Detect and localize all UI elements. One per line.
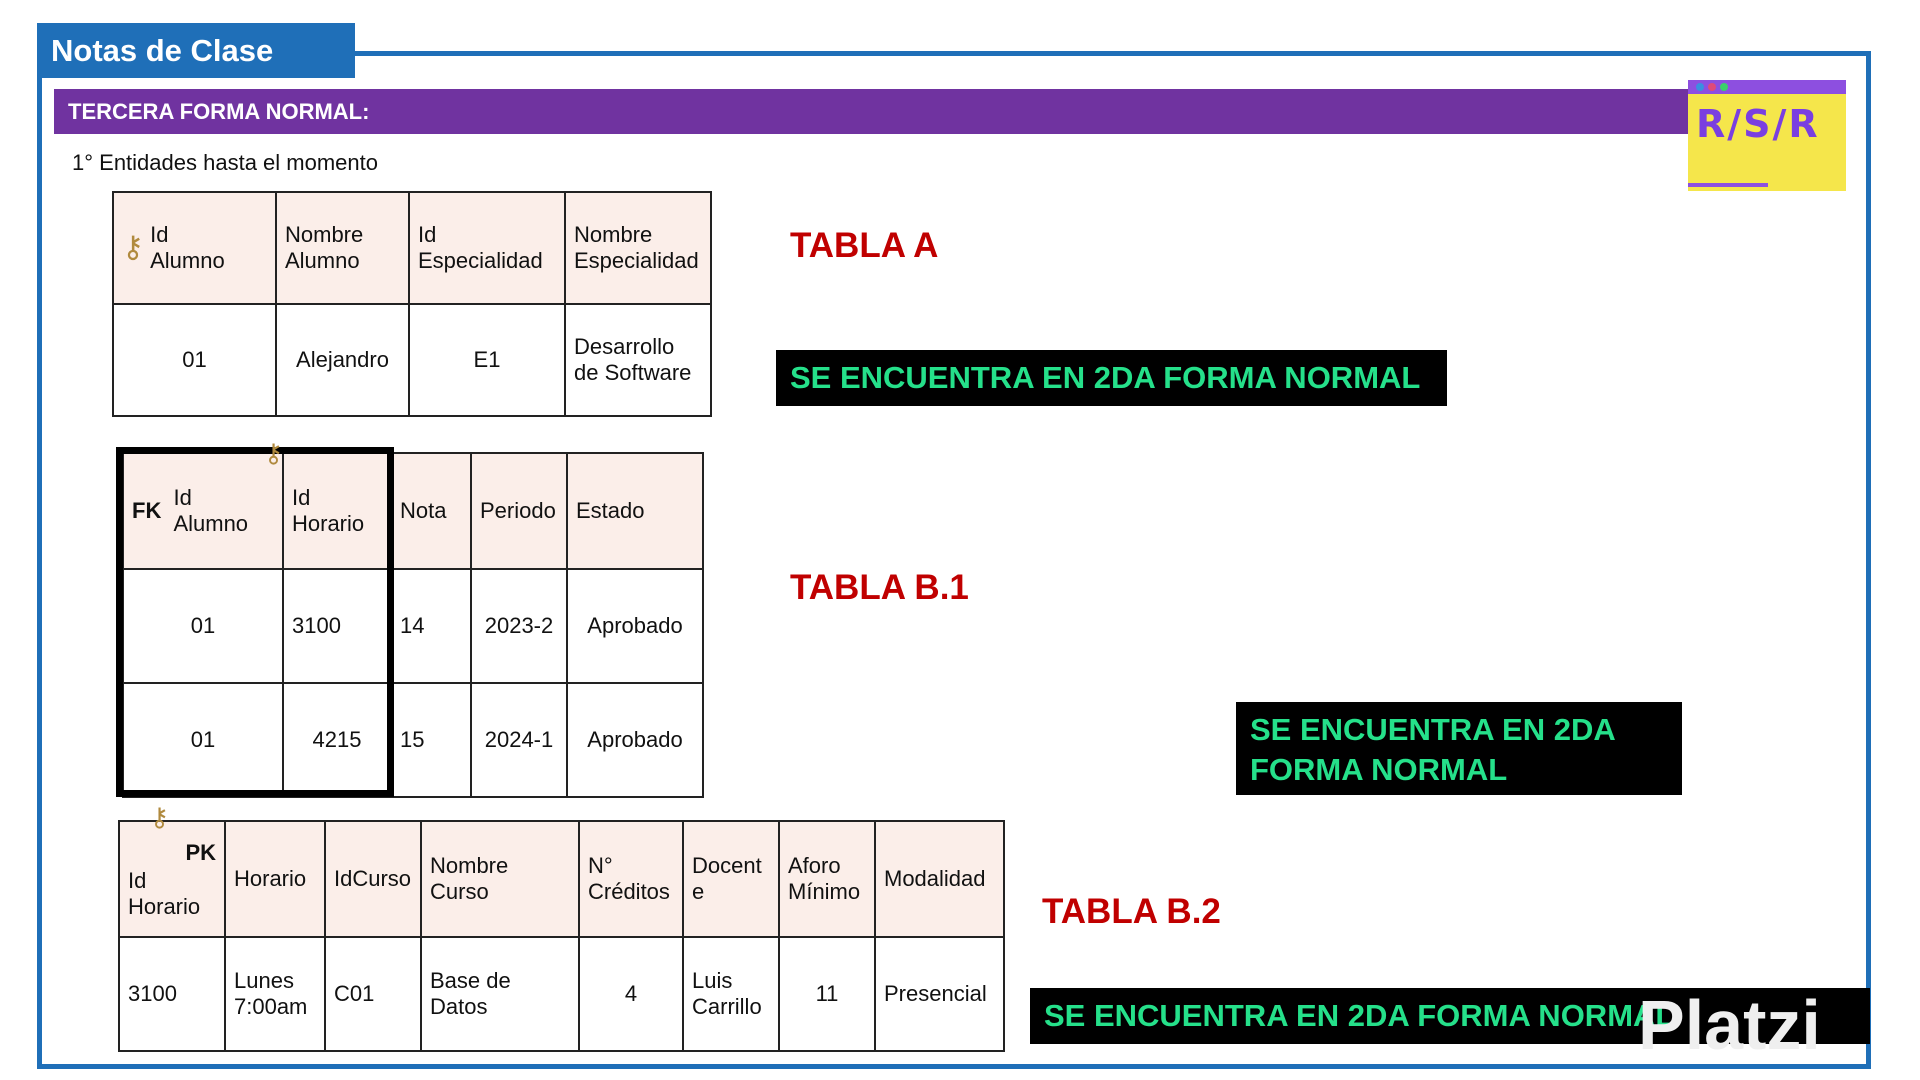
table-row xyxy=(119,937,1004,1051)
table-b2-status: SE ENCUENTRA EN 2DA FORMA NORMAL xyxy=(1030,988,1870,1044)
table-b1-label: TABLA B.1 xyxy=(790,568,969,607)
table-row xyxy=(113,304,711,416)
column-header xyxy=(113,192,276,304)
table-b2-label: TABLA B.2 xyxy=(1042,892,1221,931)
table-header-row xyxy=(119,821,1004,937)
table-cell: 3100 xyxy=(283,569,391,683)
table-cell: 4 xyxy=(579,937,683,1051)
column-header: Periodo xyxy=(471,453,567,569)
table-header-row xyxy=(113,192,711,304)
column-header: Id Horario xyxy=(283,453,391,569)
table-cell: 4215 xyxy=(283,683,391,797)
logo-underline xyxy=(1688,183,1768,187)
column-header xyxy=(123,453,283,569)
key-icon: ⚷ xyxy=(264,438,284,468)
fk-label: FK xyxy=(132,497,162,523)
column-header: Aforo Mínimo xyxy=(779,821,875,937)
key-icon: ⚷ xyxy=(150,802,170,832)
column-header: N° Créditos xyxy=(579,821,683,937)
table-a-status: SE ENCUENTRA EN 2DA FORMA NORMAL xyxy=(776,350,1447,406)
column-header: Horario xyxy=(225,821,325,937)
table-cell: Luis Carrillo xyxy=(683,937,779,1051)
table-cell: 14 xyxy=(391,569,471,683)
table-row xyxy=(123,569,703,683)
table-cell: 01 xyxy=(123,683,283,797)
column-header-label: Id Horario xyxy=(128,867,201,919)
column-header: Nombre Curso xyxy=(421,821,579,937)
table-a-label: TABLA A xyxy=(790,226,939,265)
table-cell: Lunes 7:00am xyxy=(225,937,325,1051)
table-a xyxy=(112,191,712,417)
table-cell: Aprobado xyxy=(567,683,703,797)
table-cell: Alejandro xyxy=(276,304,409,416)
logo-dot xyxy=(1720,83,1728,91)
table-cell: 3100 xyxy=(119,937,225,1051)
table-cell: Presencial xyxy=(875,937,1004,1051)
column-header-label: Id Alumno xyxy=(150,221,225,273)
column-header: Docente xyxy=(683,821,779,937)
column-header: Nota xyxy=(391,453,471,569)
subtitle: 1° Entidades hasta el momento xyxy=(72,150,378,175)
key-icon: ⚷ xyxy=(122,231,144,264)
table-cell: Desarrollo de Software xyxy=(565,304,711,416)
platzi-watermark: Platzi xyxy=(1638,986,1821,1064)
table-cell: 2023-2 xyxy=(471,569,567,683)
column-header: Id Especialidad xyxy=(409,192,565,304)
table-cell: 15 xyxy=(391,683,471,797)
table-cell: C01 xyxy=(325,937,421,1051)
table-row xyxy=(123,683,703,797)
table-cell: E1 xyxy=(409,304,565,416)
table-cell: Aprobado xyxy=(567,569,703,683)
column-header: Modalidad xyxy=(875,821,1004,937)
column-header: Nombre Especialidad xyxy=(565,192,711,304)
table-cell: 01 xyxy=(113,304,276,416)
table-cell: 2024-1 xyxy=(471,683,567,797)
column-header: Estado xyxy=(567,453,703,569)
logo-text: R/S/R xyxy=(1696,102,1820,146)
table-cell: 01 xyxy=(123,569,283,683)
rsr-logo xyxy=(1688,80,1846,191)
logo-dot xyxy=(1708,83,1716,91)
logo-dot xyxy=(1696,83,1704,91)
column-header xyxy=(119,821,225,937)
table-header-row xyxy=(123,453,703,569)
slide-title: Notas de Clase xyxy=(37,23,355,78)
table-b2 xyxy=(118,820,1005,1052)
table-cell: Base de Datos xyxy=(421,937,579,1051)
table-b1-status: SE ENCUENTRA EN 2DA FORMA NORMAL xyxy=(1236,702,1682,795)
pk-label: PK xyxy=(185,840,216,865)
column-header: Nombre Alumno xyxy=(276,192,409,304)
column-header: IdCurso xyxy=(325,821,421,937)
table-b1 xyxy=(122,452,704,798)
column-header-label: Id Alumno xyxy=(173,484,249,536)
section-heading: TERCERA FORMA NORMAL: xyxy=(54,89,1714,134)
table-cell: 11 xyxy=(779,937,875,1051)
